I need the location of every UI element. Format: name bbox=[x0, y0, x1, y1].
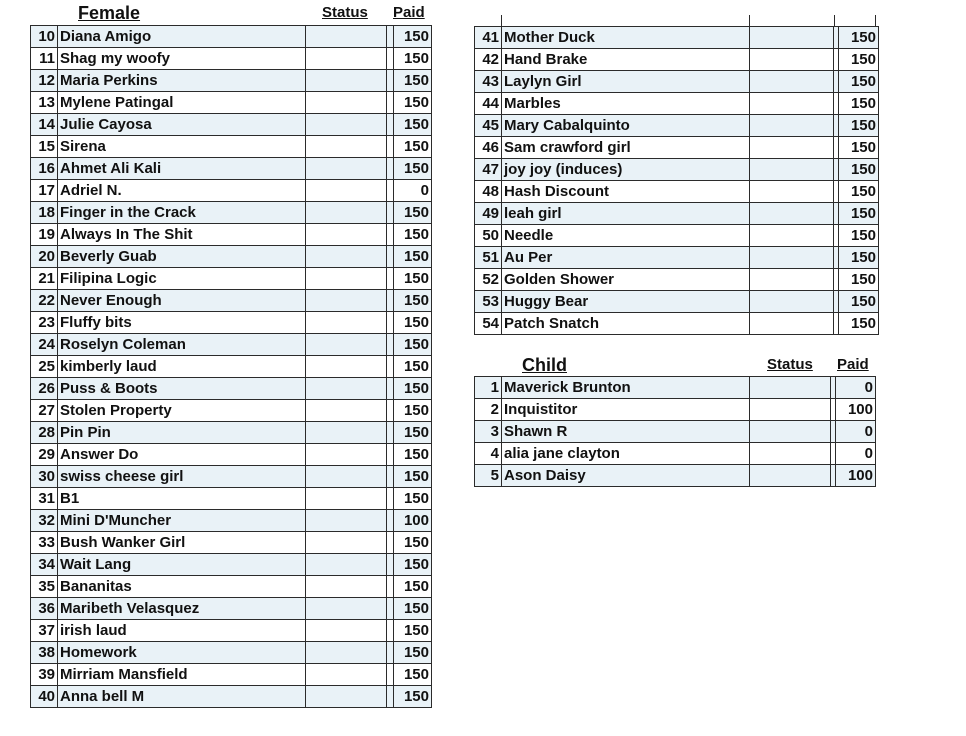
spacer-cell[interactable] bbox=[387, 598, 394, 620]
spacer-cell[interactable] bbox=[387, 664, 394, 686]
status-cell[interactable] bbox=[306, 466, 387, 488]
paid-cell[interactable]: 150 bbox=[394, 466, 432, 488]
name-cell[interactable]: Filipina Logic bbox=[58, 268, 306, 290]
row-number-cell[interactable]: 41 bbox=[475, 27, 502, 49]
table-row bbox=[31, 664, 432, 686]
spacer-cell[interactable] bbox=[387, 554, 394, 576]
status-cell[interactable] bbox=[306, 686, 387, 708]
spacer-cell[interactable] bbox=[387, 400, 394, 422]
row-number-cell[interactable]: 24 bbox=[31, 334, 58, 356]
female-heading: Female bbox=[78, 3, 141, 23]
name-cell[interactable]: B1 bbox=[58, 488, 306, 510]
spacer-cell[interactable] bbox=[387, 642, 394, 664]
female-continued-table bbox=[474, 26, 879, 335]
spacer-cell[interactable] bbox=[387, 224, 394, 246]
paid-cell[interactable]: 150 bbox=[394, 444, 432, 466]
name-cell[interactable]: Homework bbox=[58, 642, 306, 664]
spacer-cell[interactable] bbox=[387, 422, 394, 444]
row-number-cell[interactable]: 49 bbox=[475, 203, 502, 225]
status-cell[interactable] bbox=[306, 92, 387, 114]
spacer-cell[interactable] bbox=[387, 532, 394, 554]
name-cell[interactable]: Mylene Patingal bbox=[58, 92, 306, 114]
paid-cell[interactable]: 150 bbox=[394, 48, 432, 70]
row-number-cell[interactable]: 10 bbox=[31, 26, 58, 48]
spacer-cell[interactable] bbox=[387, 576, 394, 598]
table-row bbox=[31, 246, 432, 268]
name-cell[interactable]: Sam crawford girl bbox=[502, 137, 750, 159]
row-number-cell[interactable]: 14 bbox=[31, 114, 58, 136]
spacer-cell[interactable] bbox=[387, 620, 394, 642]
paid-cell[interactable]: 150 bbox=[394, 378, 432, 400]
spacer-cell[interactable] bbox=[387, 356, 394, 378]
paid-cell[interactable]: 0 bbox=[836, 443, 876, 465]
name-cell[interactable]: Mini D'Muncher bbox=[58, 510, 306, 532]
table-row bbox=[475, 159, 879, 181]
status-cell[interactable] bbox=[750, 291, 834, 313]
table-row bbox=[31, 290, 432, 312]
table-row bbox=[31, 224, 432, 246]
name-cell[interactable]: Roselyn Coleman bbox=[58, 334, 306, 356]
row-number-cell[interactable]: 5 bbox=[475, 465, 502, 487]
paid-cell[interactable]: 150 bbox=[839, 291, 879, 313]
table-row bbox=[31, 334, 432, 356]
table-row bbox=[475, 465, 876, 487]
status-cell[interactable] bbox=[306, 422, 387, 444]
spacer-cell[interactable] bbox=[387, 180, 394, 202]
table-row bbox=[475, 93, 879, 115]
paid-cell[interactable]: 150 bbox=[394, 532, 432, 554]
status-cell[interactable] bbox=[306, 554, 387, 576]
status-cell[interactable] bbox=[750, 137, 834, 159]
status-cell[interactable] bbox=[750, 443, 831, 465]
paid-cell[interactable]: 150 bbox=[394, 488, 432, 510]
name-cell[interactable]: Mother Duck bbox=[502, 27, 750, 49]
table-row bbox=[475, 247, 879, 269]
status-cell[interactable] bbox=[306, 114, 387, 136]
spacer-cell[interactable] bbox=[387, 26, 394, 48]
spacer-cell[interactable] bbox=[387, 378, 394, 400]
paid-cell[interactable]: 150 bbox=[394, 158, 432, 180]
paid-cell[interactable]: 150 bbox=[839, 115, 879, 137]
paid-cell[interactable]: 0 bbox=[836, 421, 876, 443]
status-cell[interactable] bbox=[750, 269, 834, 291]
spacer-cell[interactable] bbox=[387, 114, 394, 136]
spacer-cell[interactable] bbox=[387, 444, 394, 466]
spacer-cell[interactable] bbox=[387, 312, 394, 334]
paid-cell[interactable]: 150 bbox=[394, 554, 432, 576]
row-number-cell[interactable]: 15 bbox=[31, 136, 58, 158]
paid-cell[interactable]: 150 bbox=[839, 225, 879, 247]
paid-cell[interactable]: 150 bbox=[394, 312, 432, 334]
table-row bbox=[475, 443, 876, 465]
status-cell[interactable] bbox=[750, 313, 834, 335]
name-cell[interactable]: Diana Amigo bbox=[58, 26, 306, 48]
table-row bbox=[475, 203, 879, 225]
status-cell[interactable] bbox=[750, 247, 834, 269]
row-number-cell[interactable]: 23 bbox=[31, 312, 58, 334]
row-number-cell[interactable]: 43 bbox=[475, 71, 502, 93]
name-cell[interactable]: Answer Do bbox=[58, 444, 306, 466]
status-cell[interactable] bbox=[306, 378, 387, 400]
row-number-cell[interactable]: 13 bbox=[31, 92, 58, 114]
paid-cell[interactable]: 150 bbox=[394, 576, 432, 598]
table-row bbox=[31, 444, 432, 466]
paid-cell[interactable]: 150 bbox=[394, 70, 432, 92]
child-paid-header: Paid bbox=[837, 356, 869, 373]
table-row bbox=[31, 378, 432, 400]
table-row bbox=[31, 510, 432, 532]
name-cell[interactable]: Maribeth Velasquez bbox=[58, 598, 306, 620]
status-cell[interactable] bbox=[750, 203, 834, 225]
table-row bbox=[31, 26, 432, 48]
table-row bbox=[31, 686, 432, 708]
status-cell[interactable] bbox=[306, 356, 387, 378]
status-cell[interactable] bbox=[306, 48, 387, 70]
spacer-cell[interactable] bbox=[387, 48, 394, 70]
status-cell[interactable] bbox=[306, 576, 387, 598]
row-number-cell[interactable]: 33 bbox=[31, 532, 58, 554]
paid-cell[interactable]: 150 bbox=[394, 664, 432, 686]
spacer-cell[interactable] bbox=[387, 334, 394, 356]
status-cell[interactable] bbox=[750, 225, 834, 247]
row-number-cell[interactable]: 11 bbox=[31, 48, 58, 70]
table-row bbox=[31, 158, 432, 180]
name-cell[interactable]: Ahmet Ali Kali bbox=[58, 158, 306, 180]
row-number-cell[interactable]: 29 bbox=[31, 444, 58, 466]
status-cell[interactable] bbox=[750, 377, 831, 399]
spacer-cell[interactable] bbox=[387, 510, 394, 532]
status-cell[interactable] bbox=[306, 664, 387, 686]
status-cell[interactable] bbox=[750, 115, 834, 137]
status-cell[interactable] bbox=[306, 180, 387, 202]
table-row bbox=[31, 92, 432, 114]
status-cell[interactable] bbox=[306, 488, 387, 510]
name-cell[interactable]: leah girl bbox=[502, 203, 750, 225]
row-number-cell[interactable]: 40 bbox=[31, 686, 58, 708]
child-status-header: Status bbox=[767, 356, 813, 373]
row-number-cell[interactable]: 47 bbox=[475, 159, 502, 181]
name-cell[interactable]: Sirena bbox=[58, 136, 306, 158]
paid-cell[interactable]: 150 bbox=[394, 356, 432, 378]
name-cell[interactable]: Mary Cabalquinto bbox=[502, 115, 750, 137]
name-cell[interactable]: Ason Daisy bbox=[502, 465, 750, 487]
table-row bbox=[475, 71, 879, 93]
status-cell[interactable] bbox=[306, 532, 387, 554]
status-cell[interactable] bbox=[306, 334, 387, 356]
status-cell[interactable] bbox=[750, 421, 831, 443]
paid-cell[interactable]: 150 bbox=[394, 268, 432, 290]
status-cell[interactable] bbox=[306, 400, 387, 422]
table-row bbox=[475, 225, 879, 247]
paid-cell[interactable]: 150 bbox=[394, 620, 432, 642]
table-row bbox=[475, 421, 876, 443]
row-number-cell[interactable]: 3 bbox=[475, 421, 502, 443]
name-cell[interactable]: Finger in the Crack bbox=[58, 202, 306, 224]
row-number-cell[interactable]: 17 bbox=[31, 180, 58, 202]
paid-cell[interactable]: 150 bbox=[394, 598, 432, 620]
row-number-cell[interactable]: 36 bbox=[31, 598, 58, 620]
row-number-cell[interactable]: 19 bbox=[31, 224, 58, 246]
status-cell[interactable] bbox=[750, 465, 831, 487]
row-number-cell[interactable]: 54 bbox=[475, 313, 502, 335]
paid-cell[interactable]: 150 bbox=[839, 93, 879, 115]
paid-cell[interactable]: 100 bbox=[394, 510, 432, 532]
female-paid-header: Paid bbox=[393, 4, 425, 21]
name-cell[interactable]: Bananitas bbox=[58, 576, 306, 598]
table-row bbox=[475, 377, 876, 399]
status-cell[interactable] bbox=[306, 510, 387, 532]
row-number-cell[interactable]: 32 bbox=[31, 510, 58, 532]
child-heading: Child bbox=[522, 355, 567, 375]
table-row bbox=[31, 488, 432, 510]
name-cell[interactable]: Puss & Boots bbox=[58, 378, 306, 400]
paid-cell[interactable]: 150 bbox=[394, 224, 432, 246]
status-cell[interactable] bbox=[750, 93, 834, 115]
spacer-cell[interactable] bbox=[387, 92, 394, 114]
table-row bbox=[31, 70, 432, 92]
row-number-cell[interactable]: 2 bbox=[475, 399, 502, 421]
table-row bbox=[31, 620, 432, 642]
row-number-cell[interactable]: 52 bbox=[475, 269, 502, 291]
spacer-cell[interactable] bbox=[387, 202, 394, 224]
row-number-cell[interactable]: 25 bbox=[31, 356, 58, 378]
status-cell[interactable] bbox=[306, 444, 387, 466]
name-cell[interactable]: Laylyn Girl bbox=[502, 71, 750, 93]
female-status-header: Status bbox=[322, 4, 368, 21]
status-cell[interactable] bbox=[306, 642, 387, 664]
spacer-cell[interactable] bbox=[387, 246, 394, 268]
paid-cell[interactable]: 150 bbox=[839, 313, 879, 335]
status-cell[interactable] bbox=[306, 312, 387, 334]
paid-cell[interactable]: 0 bbox=[394, 180, 432, 202]
table-row bbox=[31, 532, 432, 554]
row-number-cell[interactable]: 46 bbox=[475, 137, 502, 159]
table-row bbox=[31, 114, 432, 136]
status-cell[interactable] bbox=[750, 399, 831, 421]
paid-cell[interactable]: 150 bbox=[394, 422, 432, 444]
paid-cell[interactable]: 100 bbox=[836, 465, 876, 487]
table-row bbox=[475, 27, 879, 49]
table-row bbox=[31, 312, 432, 334]
spacer-cell[interactable] bbox=[387, 488, 394, 510]
paid-cell[interactable]: 150 bbox=[394, 114, 432, 136]
female-table-body bbox=[31, 26, 432, 708]
row-number-cell[interactable]: 21 bbox=[31, 268, 58, 290]
table-row bbox=[31, 400, 432, 422]
status-cell[interactable] bbox=[306, 268, 387, 290]
name-cell[interactable]: Golden Shower bbox=[502, 269, 750, 291]
spacer-cell[interactable] bbox=[387, 70, 394, 92]
row-number-cell[interactable]: 4 bbox=[475, 443, 502, 465]
name-cell[interactable]: Pin Pin bbox=[58, 422, 306, 444]
spacer-cell[interactable] bbox=[387, 268, 394, 290]
table-row bbox=[31, 48, 432, 70]
name-cell[interactable]: Needle bbox=[502, 225, 750, 247]
paid-cell[interactable]: 150 bbox=[394, 202, 432, 224]
paid-cell[interactable]: 150 bbox=[394, 290, 432, 312]
table-row bbox=[31, 136, 432, 158]
table-row bbox=[475, 291, 879, 313]
paid-cell[interactable]: 150 bbox=[839, 71, 879, 93]
row-number-cell[interactable]: 37 bbox=[31, 620, 58, 642]
name-cell[interactable]: Marbles bbox=[502, 93, 750, 115]
name-cell[interactable]: Adriel N. bbox=[58, 180, 306, 202]
spacer-cell[interactable] bbox=[387, 686, 394, 708]
row-number-cell[interactable]: 30 bbox=[31, 466, 58, 488]
row-number-cell[interactable]: 22 bbox=[31, 290, 58, 312]
row-number-cell[interactable]: 53 bbox=[475, 291, 502, 313]
name-cell[interactable]: Hash Discount bbox=[502, 181, 750, 203]
row-number-cell[interactable]: 45 bbox=[475, 115, 502, 137]
status-cell[interactable] bbox=[306, 70, 387, 92]
status-cell[interactable] bbox=[306, 202, 387, 224]
status-cell[interactable] bbox=[306, 26, 387, 48]
name-cell[interactable]: Au Per bbox=[502, 247, 750, 269]
row-number-cell[interactable]: 50 bbox=[475, 225, 502, 247]
row-number-cell[interactable]: 51 bbox=[475, 247, 502, 269]
row-number-cell[interactable]: 34 bbox=[31, 554, 58, 576]
status-cell[interactable] bbox=[306, 136, 387, 158]
paid-cell[interactable]: 150 bbox=[839, 159, 879, 181]
row-number-cell[interactable]: 48 bbox=[475, 181, 502, 203]
status-cell[interactable] bbox=[750, 71, 834, 93]
paid-cell[interactable]: 150 bbox=[839, 247, 879, 269]
status-cell[interactable] bbox=[306, 620, 387, 642]
child-table-body bbox=[475, 377, 876, 487]
female-table bbox=[30, 25, 432, 708]
name-cell[interactable]: irish laud bbox=[58, 620, 306, 642]
name-cell[interactable]: Never Enough bbox=[58, 290, 306, 312]
status-cell[interactable] bbox=[750, 27, 834, 49]
table-row bbox=[31, 268, 432, 290]
status-cell[interactable] bbox=[306, 158, 387, 180]
table-row bbox=[31, 576, 432, 598]
row-number-cell[interactable]: 16 bbox=[31, 158, 58, 180]
table-row bbox=[475, 399, 876, 421]
table-row bbox=[31, 466, 432, 488]
row-number-cell[interactable]: 18 bbox=[31, 202, 58, 224]
paid-cell[interactable]: 150 bbox=[839, 203, 879, 225]
spacer-cell[interactable] bbox=[387, 466, 394, 488]
paid-cell[interactable]: 150 bbox=[839, 269, 879, 291]
row-number-cell[interactable]: 12 bbox=[31, 70, 58, 92]
status-cell[interactable] bbox=[750, 159, 834, 181]
paid-cell[interactable]: 0 bbox=[836, 377, 876, 399]
status-cell[interactable] bbox=[306, 246, 387, 268]
row-number-cell[interactable]: 38 bbox=[31, 642, 58, 664]
name-cell[interactable]: Beverly Guab bbox=[58, 246, 306, 268]
name-cell[interactable]: Fluffy bits bbox=[58, 312, 306, 334]
table-row bbox=[475, 49, 879, 71]
name-cell[interactable]: joy joy (induces) bbox=[502, 159, 750, 181]
table-row bbox=[475, 137, 879, 159]
paid-cell[interactable]: 150 bbox=[839, 27, 879, 49]
table-row bbox=[31, 642, 432, 664]
status-cell[interactable] bbox=[306, 224, 387, 246]
name-cell[interactable]: Wait Lang bbox=[58, 554, 306, 576]
row-number-cell[interactable]: 27 bbox=[31, 400, 58, 422]
status-cell[interactable] bbox=[750, 181, 834, 203]
paid-cell[interactable]: 150 bbox=[839, 181, 879, 203]
table-row bbox=[475, 313, 879, 335]
row-number-cell[interactable]: 35 bbox=[31, 576, 58, 598]
table-row bbox=[31, 202, 432, 224]
name-cell[interactable]: Inquistitor bbox=[502, 399, 750, 421]
paid-cell[interactable]: 150 bbox=[394, 26, 432, 48]
row-number-cell[interactable]: 31 bbox=[31, 488, 58, 510]
name-cell[interactable]: Patch Snatch bbox=[502, 313, 750, 335]
female-continued-table-body bbox=[475, 27, 879, 335]
paid-cell[interactable]: 150 bbox=[839, 49, 879, 71]
name-cell[interactable]: Shag my woofy bbox=[58, 48, 306, 70]
paid-cell[interactable]: 150 bbox=[394, 246, 432, 268]
table-row bbox=[31, 356, 432, 378]
name-cell[interactable]: Always In The Shit bbox=[58, 224, 306, 246]
paid-cell[interactable]: 150 bbox=[394, 686, 432, 708]
name-cell[interactable]: alia jane clayton bbox=[502, 443, 750, 465]
row-number-cell[interactable]: 39 bbox=[31, 664, 58, 686]
table-row bbox=[475, 115, 879, 137]
paid-cell[interactable]: 150 bbox=[839, 137, 879, 159]
name-cell[interactable]: swiss cheese girl bbox=[58, 466, 306, 488]
name-cell[interactable]: Mirriam Mansfield bbox=[58, 664, 306, 686]
row-number-cell[interactable]: 1 bbox=[475, 377, 502, 399]
paid-cell[interactable]: 150 bbox=[394, 92, 432, 114]
spacer-cell[interactable] bbox=[387, 290, 394, 312]
paid-cell[interactable]: 100 bbox=[836, 399, 876, 421]
name-cell[interactable]: Maria Perkins bbox=[58, 70, 306, 92]
paid-cell[interactable]: 150 bbox=[394, 642, 432, 664]
name-cell[interactable]: kimberly laud bbox=[58, 356, 306, 378]
row-number-cell[interactable]: 42 bbox=[475, 49, 502, 71]
table-row bbox=[475, 181, 879, 203]
status-cell[interactable] bbox=[306, 290, 387, 312]
name-cell[interactable]: Maverick Brunton bbox=[502, 377, 750, 399]
name-cell[interactable]: Julie Cayosa bbox=[58, 114, 306, 136]
row-number-cell[interactable]: 26 bbox=[31, 378, 58, 400]
table-row bbox=[31, 180, 432, 202]
status-cell[interactable] bbox=[306, 598, 387, 620]
row-number-cell[interactable]: 28 bbox=[31, 422, 58, 444]
name-cell[interactable]: Hand Brake bbox=[502, 49, 750, 71]
spacer-cell[interactable] bbox=[387, 158, 394, 180]
spacer-cell[interactable] bbox=[387, 136, 394, 158]
name-cell[interactable]: Stolen Property bbox=[58, 400, 306, 422]
paid-cell[interactable]: 150 bbox=[394, 400, 432, 422]
table-row bbox=[475, 269, 879, 291]
row-number-cell[interactable]: 44 bbox=[475, 93, 502, 115]
paid-cell[interactable]: 150 bbox=[394, 334, 432, 356]
name-cell[interactable]: Shawn R bbox=[502, 421, 750, 443]
child-table bbox=[474, 376, 876, 487]
status-cell[interactable] bbox=[750, 49, 834, 71]
table-row bbox=[31, 554, 432, 576]
name-cell[interactable]: Huggy Bear bbox=[502, 291, 750, 313]
row-number-cell[interactable]: 20 bbox=[31, 246, 58, 268]
table-row bbox=[31, 598, 432, 620]
table-row bbox=[31, 422, 432, 444]
paid-cell[interactable]: 150 bbox=[394, 136, 432, 158]
name-cell[interactable]: Bush Wanker Girl bbox=[58, 532, 306, 554]
name-cell[interactable]: Anna bell M bbox=[58, 686, 306, 708]
